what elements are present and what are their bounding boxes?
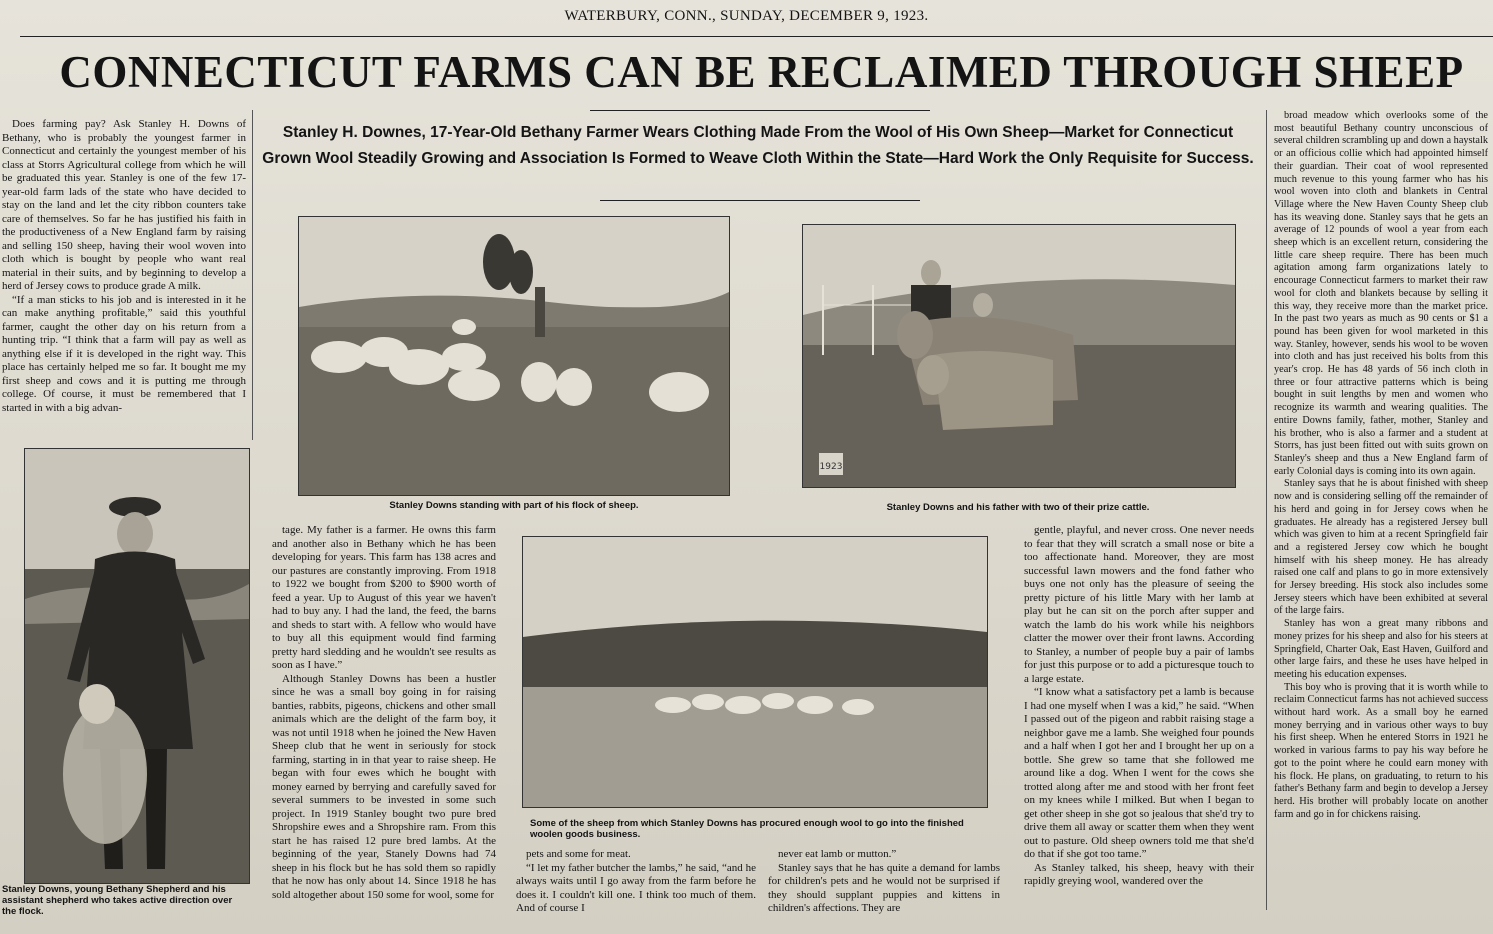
column-4-bottom	[768, 848, 1000, 918]
paragraph: never eat lamb or mutton.”	[778, 848, 897, 860]
photo-shepherd-and-dog	[24, 448, 250, 884]
caption-wool-sheep: Some of the sheep from which Stanley Downs has procured enough wool to go into the finished woolen goods business.	[530, 818, 964, 840]
paragraph: This boy who is proving that it is worth while to reclaim Connecticut farms has not achieved success without hard work. As a small boy he earned money berrying and in various other ways to buy his first sheep. When he entered Storrs in 1921 he worked in various farms to pay his way before he got to the point where he could earn money with his flock. He plans, on graduating, to return to his father's Bethany farm and begin to develop a Jersey herd. His brother will probably locate on another farm and go in for chickens raising.	[1274, 681, 1488, 820]
column-divider	[252, 110, 253, 440]
paragraph: Does farming pay? Ask Stanley H. Downs of Bethany, who is probably the youngest farmer in Connecticut and certainly the youngest member of his class at Storrs Agricultural college from which he will be graduated this year. Stanley is one of the few 17-year-old farm lads of the state who have decided to stay on the land and let the city ribbon counters take care of themselves. So far he has justified his faith in the productiveness of a New England farm by raising and selling 150 sheep, having their wool woven into cloth which is bought by people who want real material in their suits, and by beginning to develop a herd of Jersey cows to produce grade A milk.	[2, 118, 246, 292]
paragraph: As Stanley talked, his sheep, heavy with their rapidly greying wool, wandered over the	[1024, 861, 1254, 887]
caption-cattle: Stanley Downs and his father with two of their prize cattle.	[886, 502, 1150, 513]
dateline-rule	[20, 36, 1493, 37]
caption-shepherd: Stanley Downs, young Bethany Shepherd and his assistant shepherd who takes active direction over the flock.	[2, 884, 233, 917]
paragraph: tage. My father is a farmer. He owns this farm and another also in Bethany which he has been developing for years. This farm has 138 acres and our pastures are constantly improving. From 1918 to 1922 we bought from $200 to $900 worth of feed a year. Up to August of this year we haven't had to buy any. I had the land, the feed, the barns and sheds to start with. A fellow who would have to buy all this equipment would find farming pretty hard sledding and he wouldn't see results as soon as I have.”	[272, 524, 496, 671]
paragraph: “I know what a satisfactory pet a lamb is because I had one myself when I was a kid,” he said. “When I passed out of the pigeon and rabbit raising stage a neighbor gave me a lamb. She weighed four pounds and a half when I got her and I brought her up on a bottle. She grew so tame that she followed me around like a dog. When I went for the cows she trotted along after me and stood with her front feet on my knees while I milked. But when I began to get other sheep in she got so jealous that she'd try to drive them all away or scatter them when they went out to pasture. Old sheep owners told me that she'd do that if she got too tame.”	[1024, 686, 1254, 860]
deck-subheadline: Stanley H. Downes, 17-Year-Old Bethany Farmer Wears Clothing Made From the Wool of His Own Sheep—Market for Connecticut Grown Wool Steadily Growing and Association Is Formed to Weave Cloth Within the State—Hard Work the Only Requisite for Success.	[262, 124, 1254, 167]
photo-sheep-flock	[298, 216, 730, 496]
caption-sheep-flock: Stanley Downs standing with part of his flock of sheep.	[389, 500, 639, 511]
paragraph: broad meadow which overlooks some of the most beautiful Bethany country unconscious of several children scrambling up and down a haystalk or an officious collie which had appointed himself their guardian. Their coat of wool represented much revenue to this young farmer who has his wool woven into cloth and blankets in Central Village where the New Haven County Sheep club has its weaving done. Stanley says that he gets an average of 12 pounds of wool a year from each sheep which is an excellent return, considering the little care sheep require. There has been much agitation among farm organizations lately to encourage Connecticut farmers to market their raw wool for cloth and blankets because by selling it this way, they receive more than the market price. In the past two years as much as 90 cents or $1 a pound has been given for wool marketed in this way. Stanley, however, sends his wool to be woven into cloth and has just received his bolts from this year's crop. He has 48 yards of 56 inch cloth in three or four attractive patterns which is being bought in suit lengths by men and women who recognize its warmth and wearing qualities. The entire Downs family, father, mother, Stanley and his brother, who is also a farmer and a student at Storrs, has just been fitted out with suits grown on Stanley's sheep and thus a New England farm of early Colonial days is coming into its own again.	[1274, 110, 1488, 477]
dateline: WATERBURY, CONN., SUNDAY, DECEMBER 9, 1923.	[564, 8, 929, 24]
column-4	[1024, 524, 1254, 916]
column-divider	[1266, 110, 1267, 910]
paragraph: Stanley has won a great many ribbons and money prizes for his sheep and also for his steers at Springfield, Charter Oak, East Haven, Guilford and other large fairs, and these he uses have helped in meeting his education expenses.	[1274, 618, 1488, 680]
photo-wool-sheep	[522, 536, 988, 808]
deck-rule-top	[590, 110, 930, 111]
column-5	[1274, 110, 1488, 915]
headline: CONNECTICUT FARMS CAN BE RECLAIMED THROUGH SHEEP	[59, 47, 1464, 97]
paragraph: pets and some for meat.	[526, 848, 631, 860]
paragraph: gentle, playful, and never cross. One never needs to fear that they will scratch a small nose or bite a too affectionate hand. Moreover, they are most successful lawn mowers and the fond father who buys one not only has the pleasure of seeing the pretty picture of his little Mary with her lamb at play but he can sit on the porch after supper and watch the lamb do his work while his neighbors clatter the mower over their front lawns. According to Stanley, a number of people buy a pair of lambs for just this purpose or to add a picturesque touch to a large estate.	[1024, 524, 1254, 685]
paragraph: “If a man sticks to his job and is interested in it he can make anything profitable,” said this youthful farmer, caught the other day on his return from a hunting trip. “I think that a farm will pay as well as anything else if it is developed in the right way. This place has certainly helped me so far. It bought me my first sheep and cows and it is putting me through college. Of course, it must be remembered that I started in with a big advan-	[2, 293, 246, 414]
deck-rule-bottom	[600, 200, 920, 201]
column-3	[516, 848, 756, 918]
photo-stamp: 1923	[819, 462, 843, 472]
column-2	[272, 524, 496, 914]
photo-father-and-cattle	[802, 224, 1236, 488]
paragraph: “I let my father butcher the lambs,” he said, “and he always waits until I go away from the farm before he does it. I couldn't kill one. I think too much of them. And of course I	[516, 861, 756, 914]
column-1-top	[2, 118, 246, 438]
paragraph: Stanley says that he has quite a demand for lambs for children's pets and he would not be surprised if they should supplant puppies and kittens in children's affections. They are	[768, 861, 1000, 914]
paragraph: Although Stanley Downs has been a hustler since he was a small boy going in for raising banties, rabbits, pigeons, chickens and other small animals which are the delight of the farm boy, it was not until 1918 when he joined the New Haven Sheep club that he went in seriously for stock farming, starting in in that year to raise sheep. He began with four ewes which he bought with money earned by berrying and carefully saved for several summers to be invested in some such project. In 1919 Stanley bought two pure bred Shropshire ewes and a Shropshire ram. From this start he has raised 12 pure bred lambs. At the beginning of the year, Stanely Downs had 74 sheep in his flock but he has sold them so rapidly that he now has only about 14. Since 1918 he has sold altogether about 150 some for wool, some for	[272, 672, 496, 901]
paragraph: Stanley says that he is about finished with sheep now and is considering selling off the remainder of his herd and going in for Jersey cows when he graduates. He already has a registered Jersey bull which was given to him at a recent Springfield fair and a registered Jersey cow which he bought himself with his sheep money. He has already raised one calf and plans to go in more extensively for Jersey breeding. His stock also includes some Jersey steers which have been exhibited at several of the large fairs.	[1274, 478, 1488, 617]
